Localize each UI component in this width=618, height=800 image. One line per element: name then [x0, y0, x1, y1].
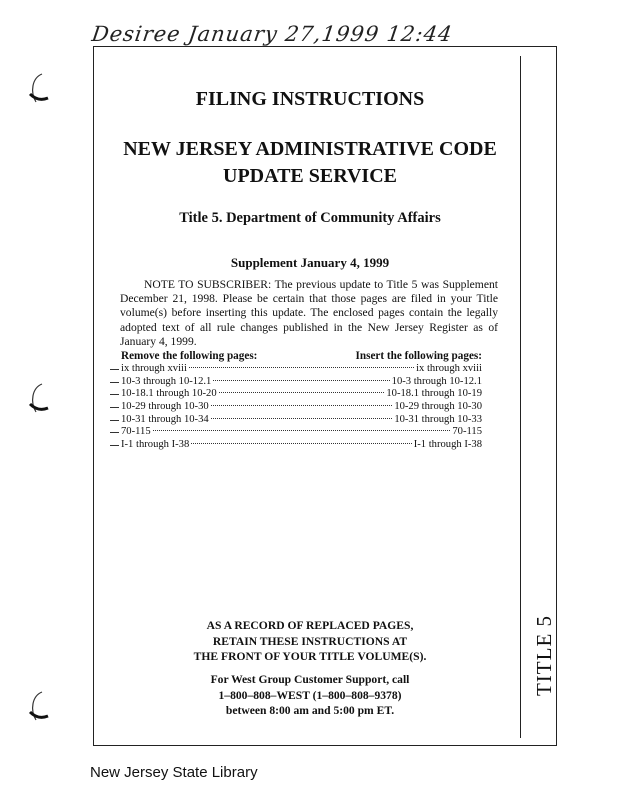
remove-column-header: Remove the following pages:: [121, 350, 258, 362]
insert-pages: 10-3 through 10-12.1: [391, 375, 482, 387]
note-to-subscriber: NOTE TO SUBSCRIBER: The previous update to Title 5 was Supplement December 21, 1998. Please be certain that those pages are filed in your Title volume(s) before inserting this update. The enclosed pages contain the legally adopted text of all rule changes published in the New Jersey Register as of January 4, 1999.: [120, 278, 498, 348]
page-row: [121, 376, 482, 389]
binder-hole-middle: [28, 382, 50, 416]
support-line: For West Group Customer Support, call: [210, 673, 410, 686]
remove-pages: 10-3 through 10-12.1: [121, 375, 212, 387]
customer-support: [120, 672, 500, 719]
page-row: [121, 426, 482, 439]
checkmark: [110, 407, 119, 408]
checkmark: [110, 394, 119, 395]
page-row: [121, 363, 482, 376]
page-subtitle: [100, 136, 520, 190]
page-row: [121, 439, 482, 452]
supplement-date: Supplement January 4, 1999: [230, 255, 390, 270]
record-notice-line: RETAIN THESE INSTRUCTIONS AT: [212, 634, 408, 648]
record-notice: [120, 618, 500, 665]
remove-pages: I-1 through I-38: [121, 439, 190, 451]
binder-hole-top: [28, 72, 50, 106]
checkmark: [110, 432, 119, 433]
checkmark: [110, 369, 119, 370]
checkmark: [110, 445, 119, 446]
checkmark: [110, 382, 119, 383]
page-row: [121, 414, 482, 427]
insert-pages: 10-18.1 through 10-19: [386, 388, 482, 400]
insert-pages: 10-29 through 10-30: [394, 401, 482, 413]
subtitle-line: UPDATE SERVICE: [223, 165, 397, 187]
dot-leader: [189, 367, 414, 368]
checkmark: [110, 420, 119, 421]
page-title: FILING INSTRUCTIONS: [195, 88, 425, 110]
insert-pages: 70-115: [452, 426, 482, 438]
remove-pages: ix through xviii: [121, 363, 187, 374]
record-notice-line: THE FRONT OF YOUR TITLE VOLUME(S).: [193, 650, 427, 663]
support-line: 1–800–808–WEST (1–800–808–9378): [218, 688, 402, 702]
insert-pages: I-1 through I-38: [413, 439, 482, 451]
dot-leader: [153, 430, 451, 431]
title-section: Title 5. Department of Community Affairs: [179, 210, 441, 226]
remove-pages: 10-18.1 through 10-20: [121, 388, 217, 400]
support-line: between 8:00 am and 5:00 pm ET.: [225, 704, 395, 717]
page-row: [121, 401, 482, 414]
dot-leader: [219, 392, 385, 393]
dot-leader: [191, 443, 411, 444]
insert-column-header: Insert the following pages:: [355, 350, 482, 362]
remove-pages: 70-115: [121, 426, 151, 438]
insert-pages: 10-31 through 10-33: [394, 413, 482, 425]
page-row: [121, 388, 482, 401]
page-list: [121, 363, 482, 452]
record-notice-line: AS A RECORD OF REPLACED PAGES,: [206, 619, 414, 632]
remove-pages: 10-29 through 10-30: [121, 401, 209, 413]
dot-leader: [211, 405, 393, 406]
insert-pages: ix through xviii: [416, 363, 482, 374]
subtitle-line: NEW JERSEY ADMINISTRATIVE CODE: [123, 138, 497, 160]
handwritten-note: Desiree January 27,1999 12:44: [90, 22, 455, 46]
library-stamp: New Jersey State Library: [90, 764, 258, 781]
dot-leader: [213, 380, 389, 381]
title-tab-label: TITLE 5: [532, 614, 557, 696]
remove-pages: 10-31 through 10-34: [121, 413, 209, 425]
dot-leader: [211, 418, 393, 419]
binder-hole-bottom: [28, 690, 50, 724]
title-tab: [515, 605, 575, 705]
